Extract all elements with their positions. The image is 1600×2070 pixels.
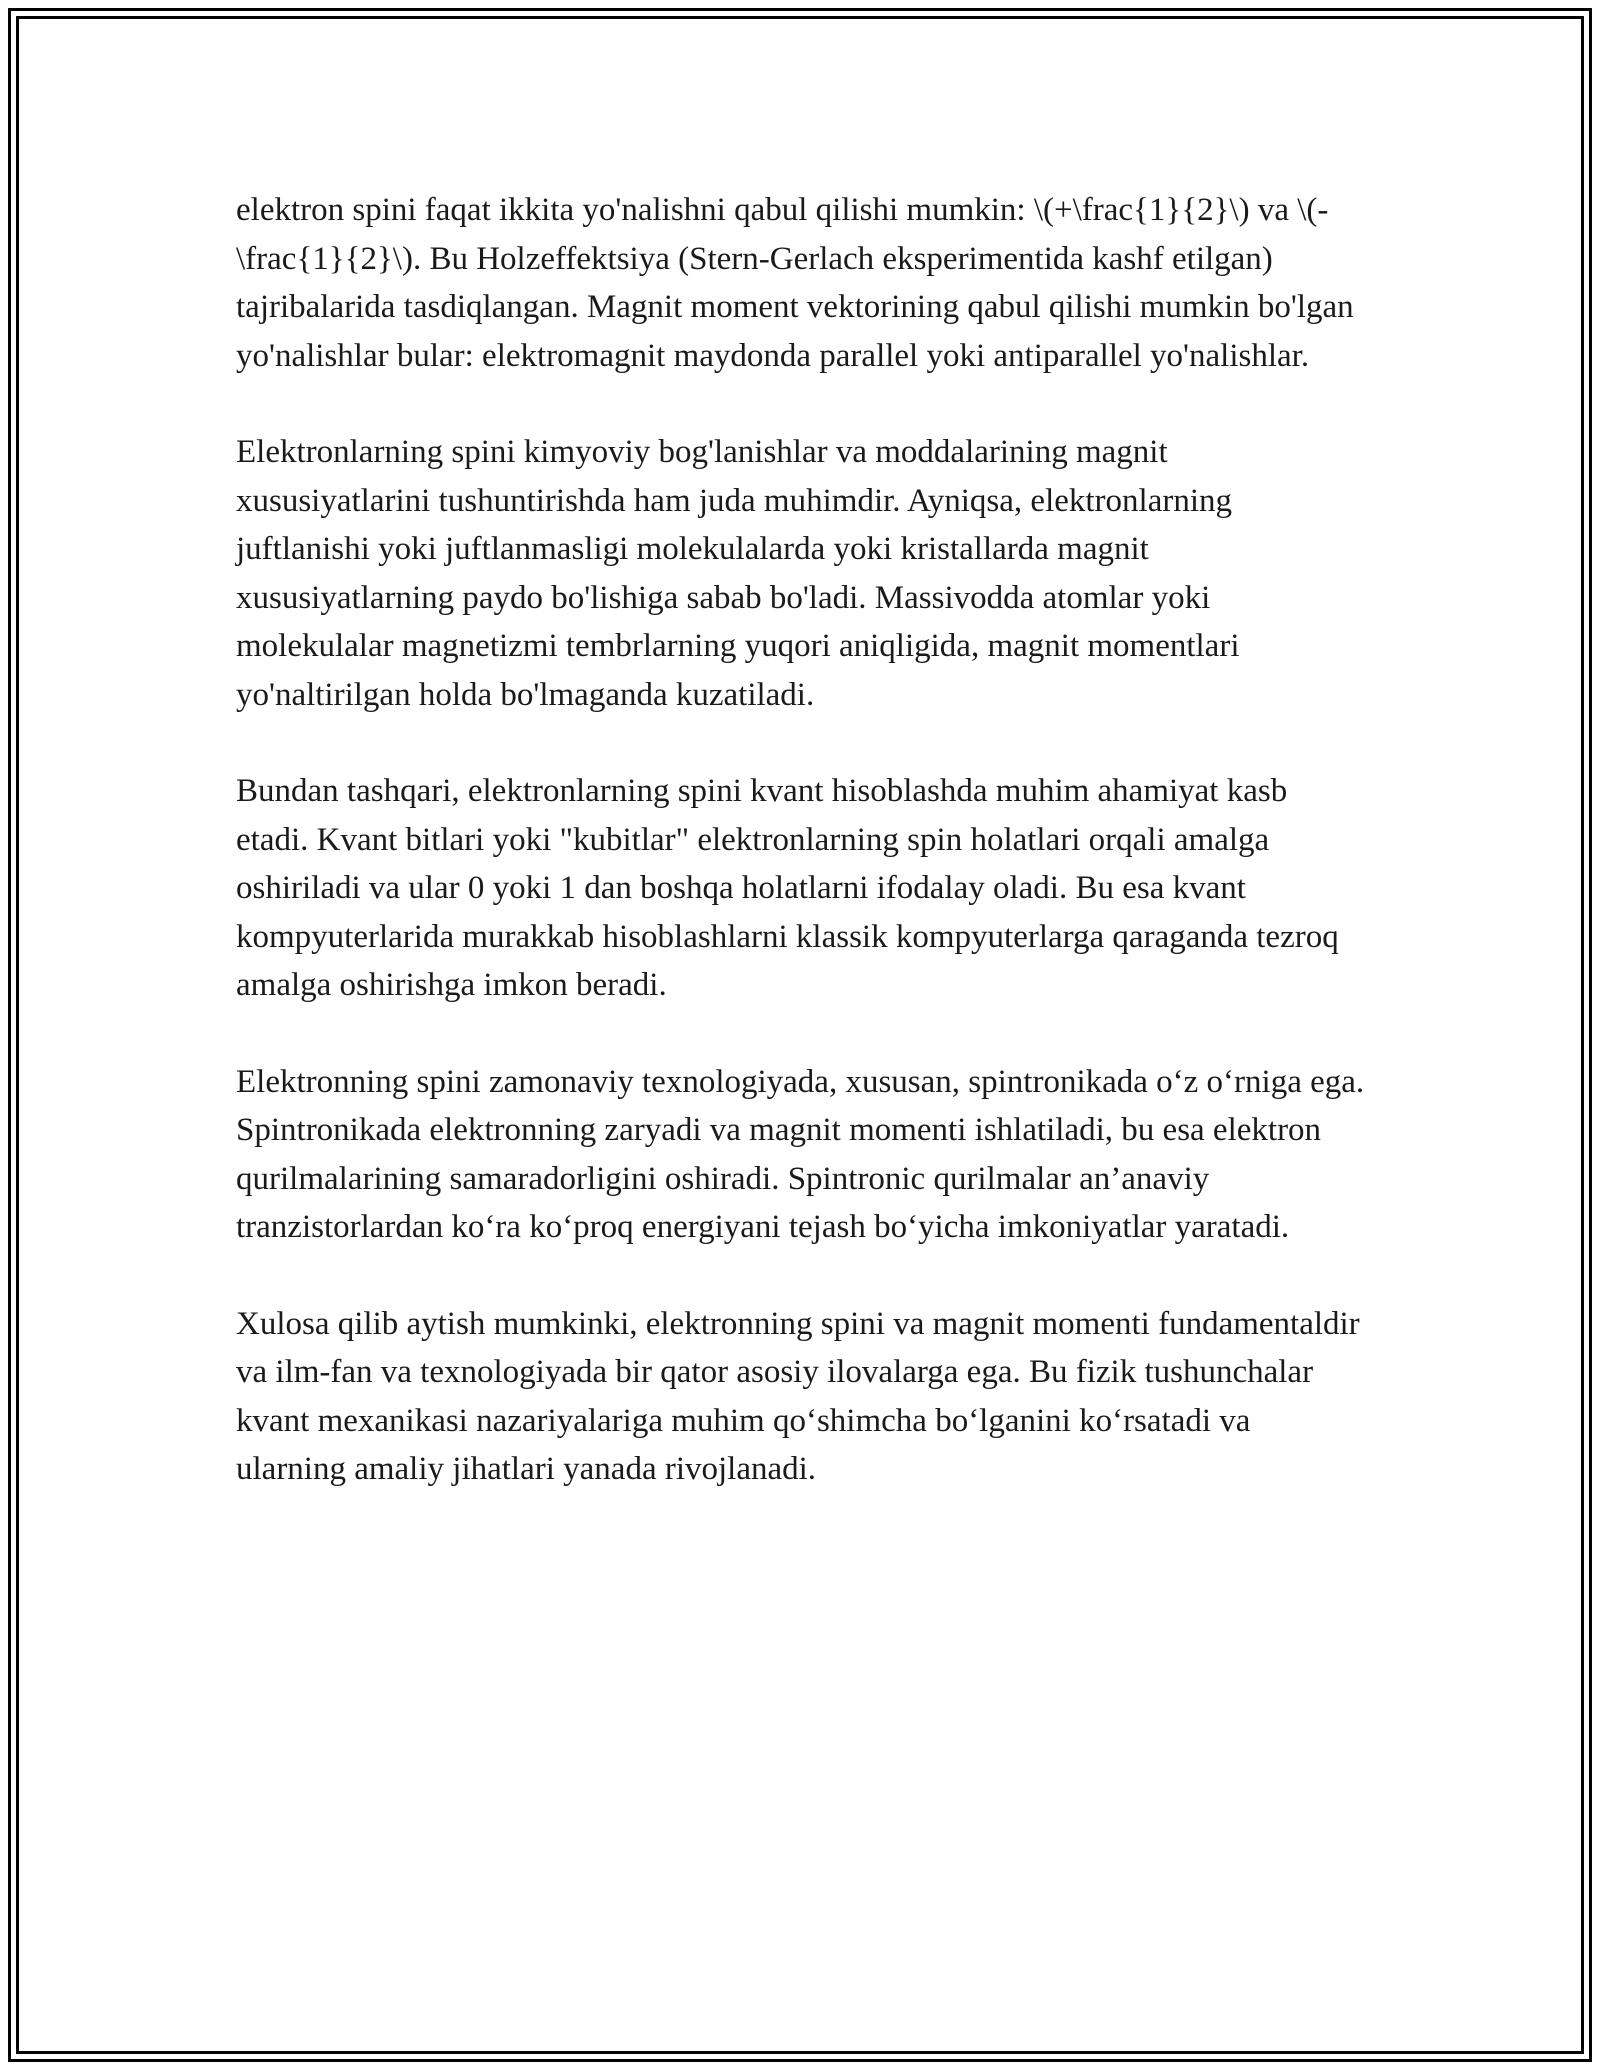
- document-body: [236, 186, 1366, 1494]
- paragraph-spin-directions: elektron spini faqat ikkita yo'nalishni qabul qilishi mumkin: \(+\frac{1}{2}\) va \(-\frac{1}{2}\). Bu Holzeffektsiya (Stern-Gerlach eksperimentida kashf etilgan) tajribalarida tasdiqlangan. Magnit moment vektorining qabul qilishi mumkin bo'lgan yo'nalishlar bular: elektromagnit maydonda parallel yoki antiparallel yo'nalishlar.: [236, 192, 1354, 374]
- paragraph-spintronics: Elektronning spini zamonaviy texnologiyada, xususan, spintronikada o‘z o‘rniga ega. Spintronikada elektronning zaryadi va magnit momenti ishlatiladi, bu esa elektron qurilmalarining samaradorligini oshiradi. Spintronic qurilmalar an’anaviy tranzistorlardan ko‘ra ko‘proq energiyani tejash bo‘yicha imkoniyatlar yaratadi.: [236, 1063, 1365, 1245]
- paragraph-quantum-computing: Bundan tashqari, elektronlarning spini kvant hisoblashda muhim ahamiyat kasb etadi. Kvant bitlari yoki "kubitlar" elektronlarning spin holatlari orqali amalga oshiriladi va ular 0 yoki 1 dan boshqa holatlarni ifodalay oladi. Bu esa kvant kompyuterlarida murakkab hisoblashlarni klassik kompyuterlarga qaraganda tezroq amalga oshirishga imkon beradi.: [236, 773, 1339, 1003]
- paragraph-chemical-bonds: Elektronlarning spini kimyoviy bog'lanishlar va moddalarining magnit xususiyatlarini tushuntirishda ham juda muhimdir. Ayniqsa, elektronlarning juftlanishi yoki juftlanmasligi molekulalarda yoki kristallarda magnit xususiyatlarning paydo bo'lishiga sabab bo'ladi. Massivodda atomlar yoki molekulalar magnetizmi tembrlarning yuqori aniqligida, magnit momentlari yo'naltirilgan holda bo'lmaganda kuzatiladi.: [236, 434, 1240, 713]
- paragraph-conclusion: Xulosa qilib aytish mumkinki, elektronning spini va magnit momenti fundamentaldir va ilm-fan va texnologiyada bir qator asosiy ilovalarga ega. Bu fizik tushunchalar kvant mexanikasi nazariyalariga muhim qo‘shimcha bo‘lganini ko‘rsatadi va ularning amaliy jihatlari yanada rivojlanadi.: [236, 1305, 1360, 1487]
